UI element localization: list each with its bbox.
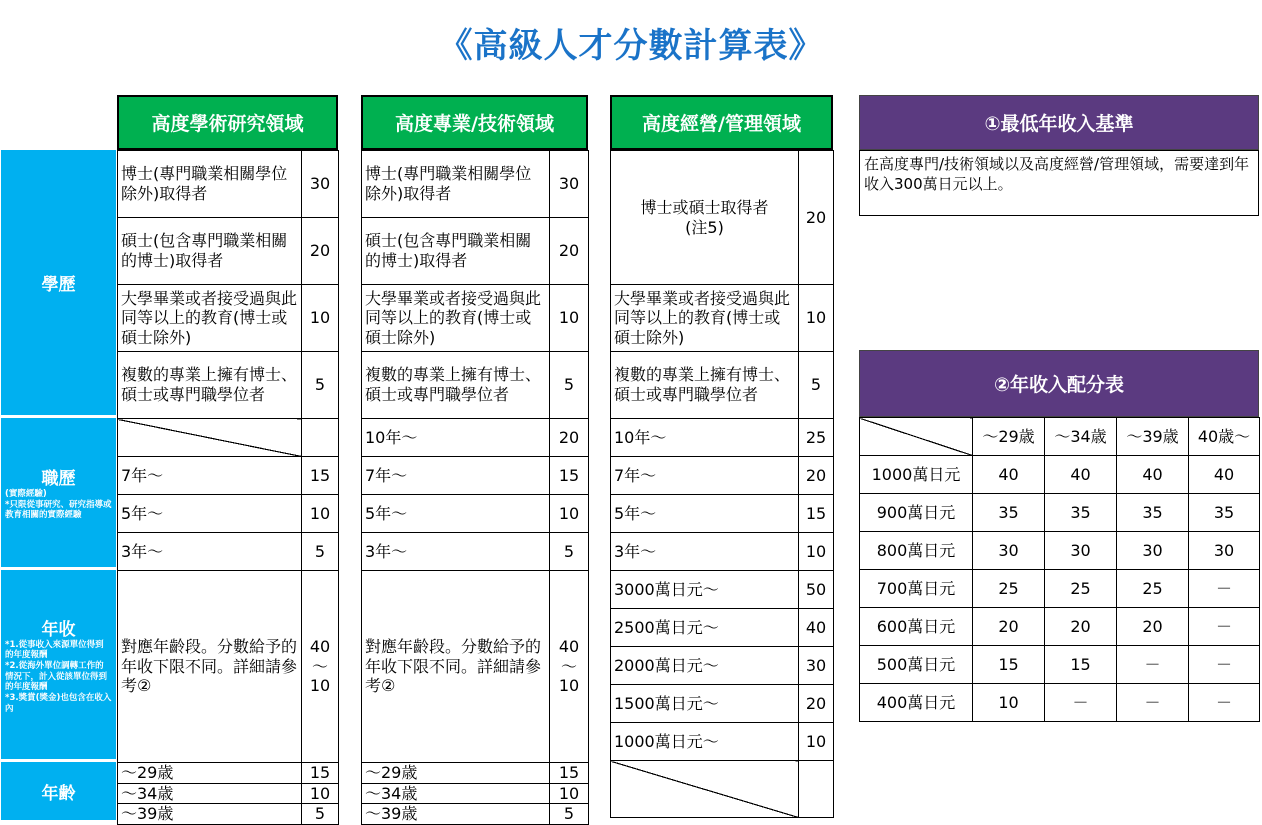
score-cell: 40 <box>973 456 1045 494</box>
table-row <box>611 571 834 609</box>
table-row <box>118 151 339 218</box>
table-row <box>860 494 1260 532</box>
table-row <box>362 571 589 763</box>
age-text: ～29歳 <box>118 763 302 784</box>
score-cell: － <box>1189 608 1260 646</box>
age-text: ～34歳 <box>362 783 550 804</box>
table-row <box>611 533 834 571</box>
edu-score: 10 <box>799 285 834 352</box>
income-score: 10 <box>799 723 834 761</box>
age-text: ～34歳 <box>118 783 302 804</box>
income-score-range: ～ <box>311 656 328 676</box>
income-score-min: 10 <box>558 676 580 696</box>
table-row <box>611 723 834 761</box>
score-cell: 35 <box>1045 494 1117 532</box>
income-text: 2500萬日元～ <box>611 609 799 647</box>
header-professional: 高度專業/技術領域 <box>361 95 588 150</box>
edu-text-note: (注5) <box>685 217 724 237</box>
edu-score: 30 <box>302 151 339 218</box>
category-career-note: (實際經驗) <box>5 489 47 500</box>
category-income-note: *3.獎賞(獎金)也包含在收入內 <box>5 692 112 714</box>
career-text: 3年～ <box>118 533 302 571</box>
career-text: 7年～ <box>118 457 302 495</box>
income-score-range: ～ <box>560 656 577 676</box>
score-cell: 15 <box>1045 646 1117 684</box>
header-management: 高度經營/管理領域 <box>610 95 833 150</box>
table-row <box>118 804 339 825</box>
edu-text: 博士(專門職業相關學位除外)取得者 <box>118 151 302 218</box>
score-cell: － <box>1189 646 1260 684</box>
age-score: 5 <box>550 804 589 825</box>
income-label: 800萬日元 <box>860 532 973 570</box>
empty-diagonal-cell <box>118 419 302 457</box>
career-score: 10 <box>302 495 339 533</box>
table-row <box>611 685 834 723</box>
career-score: 10 <box>799 533 834 571</box>
income-score: 40 <box>799 609 834 647</box>
edu-text: 大學畢業或者接受過與此同等以上的教育(博士或碩士除外) <box>118 285 302 352</box>
category-career-label: 職歷 <box>41 469 76 490</box>
edu-text <box>611 151 799 285</box>
score-cell: 20 <box>973 608 1045 646</box>
career-score: 20 <box>550 419 589 457</box>
table-row <box>362 151 589 218</box>
edu-score: 5 <box>799 352 834 419</box>
income-score <box>550 571 589 763</box>
score-cell: 35 <box>1189 494 1260 532</box>
header-income-table: ②年收入配分表 <box>859 350 1259 417</box>
score-cell: 30 <box>1189 532 1260 570</box>
career-score: 5 <box>302 533 339 571</box>
score-cell: 10 <box>973 684 1045 722</box>
career-score: 15 <box>799 495 834 533</box>
score-cell: － <box>1189 684 1260 722</box>
income-score-max: 40 <box>558 637 580 657</box>
score-cell: 20 <box>1045 608 1117 646</box>
career-text: 10年～ <box>362 419 550 457</box>
income-text: 1500萬日元～ <box>611 685 799 723</box>
score-cell: 20 <box>1117 608 1189 646</box>
score-cell: － <box>1117 684 1189 722</box>
category-education-label: 學歷 <box>41 275 76 295</box>
table-row <box>362 783 589 804</box>
header-academic: 高度學術研究領域 <box>117 95 338 150</box>
table-row <box>611 419 834 457</box>
score-cell: － <box>1189 570 1260 608</box>
empty-diagonal-cell <box>860 418 973 456</box>
edu-text: 複數的專業上擁有博士、碩士或專門職學位者 <box>611 352 799 419</box>
empty-cell <box>302 419 339 457</box>
category-age <box>1 762 116 820</box>
score-cell: 35 <box>973 494 1045 532</box>
table-row <box>118 419 339 457</box>
career-text: 3年～ <box>611 533 799 571</box>
score-cell: 15 <box>973 646 1045 684</box>
score-cell: 40 <box>1117 456 1189 494</box>
edu-score: 20 <box>550 218 589 285</box>
income-text: 2000萬日元～ <box>611 647 799 685</box>
income-label: 900萬日元 <box>860 494 973 532</box>
edu-text: 複數的專業上擁有博士、碩士或專門職學位者 <box>118 352 302 419</box>
category-income-note: *2.從海外單位調轉工作的情況下，計入從該單位得到的年度報酬 <box>5 661 108 693</box>
table-academic <box>117 150 339 825</box>
edu-text: 碩士(包含專門職業相關的博士)取得者 <box>118 218 302 285</box>
category-education <box>1 150 116 418</box>
income-text: 3000萬日元～ <box>611 571 799 609</box>
age-column-header: 40歳～ <box>1189 418 1260 456</box>
table-row <box>860 456 1260 494</box>
category-income-label: 年收 <box>41 619 76 640</box>
table-row <box>860 532 1260 570</box>
income-text: 1000萬日元～ <box>611 723 799 761</box>
edu-text: 大學畢業或者接受過與此同等以上的教育(博士或碩士除外) <box>362 285 550 352</box>
min-income-text: 在高度專門/技術領域以及高度經營/管理領域，需要達到年收入300萬日元以上。 <box>859 150 1259 216</box>
income-text: 對應年齡段。分數給予的年收下限不同。詳細請參考② <box>362 571 550 763</box>
age-score: 15 <box>302 763 339 784</box>
table-row <box>362 763 589 784</box>
category-career <box>1 418 116 570</box>
career-text: 7年～ <box>611 457 799 495</box>
table-row <box>362 495 589 533</box>
age-column-header: ～34歳 <box>1045 418 1117 456</box>
career-text: 5年～ <box>362 495 550 533</box>
income-label: 600萬日元 <box>860 608 973 646</box>
table-row <box>118 533 339 571</box>
empty-diagonal-cell <box>611 761 799 818</box>
age-score: 10 <box>550 783 589 804</box>
table-row <box>611 352 834 419</box>
table-row <box>362 457 589 495</box>
career-text: 5年～ <box>118 495 302 533</box>
age-column-header: ～29歳 <box>973 418 1045 456</box>
age-score: 5 <box>302 804 339 825</box>
table-row <box>362 352 589 419</box>
edu-score: 10 <box>302 285 339 352</box>
table-row <box>118 495 339 533</box>
income-distribution-table <box>859 417 1260 722</box>
table-row <box>118 571 339 763</box>
edu-text: 碩士(包含專門職業相關的博士)取得者 <box>362 218 550 285</box>
table-row <box>362 533 589 571</box>
age-score: 10 <box>302 783 339 804</box>
income-score: 50 <box>799 571 834 609</box>
category-age-label: 年齢 <box>41 783 76 804</box>
income-score: 30 <box>799 647 834 685</box>
edu-score: 20 <box>302 218 339 285</box>
table-row <box>611 761 834 818</box>
empty-cell <box>799 761 834 818</box>
category-career-note: *只限從事研究、研究指導或教育相關的實際經驗 <box>5 499 112 521</box>
career-score: 5 <box>550 533 589 571</box>
score-cell: 30 <box>1117 532 1189 570</box>
income-label: 500萬日元 <box>860 646 973 684</box>
header-min-income: ①最低年收入基準 <box>859 95 1259 150</box>
edu-score: 5 <box>550 352 589 419</box>
page-title: 《高級人才分數計算表》 <box>438 26 824 66</box>
income-label: 400萬日元 <box>860 684 973 722</box>
table-row <box>118 783 339 804</box>
table-row <box>860 646 1260 684</box>
age-text: ～29歳 <box>362 763 550 784</box>
age-score: 15 <box>550 763 589 784</box>
income-score: 20 <box>799 685 834 723</box>
career-text: 3年～ <box>362 533 550 571</box>
score-cell: 25 <box>1045 570 1117 608</box>
income-label: 700萬日元 <box>860 570 973 608</box>
edu-score: 30 <box>550 151 589 218</box>
table-row <box>118 352 339 419</box>
table-row <box>362 419 589 457</box>
career-text: 7年～ <box>362 457 550 495</box>
career-text: 10年～ <box>611 419 799 457</box>
age-text: ～39歳 <box>118 804 302 825</box>
edu-score: 10 <box>550 285 589 352</box>
table-header-row <box>860 418 1260 456</box>
score-cell: 40 <box>1189 456 1260 494</box>
score-cell: 35 <box>1117 494 1189 532</box>
income-text: 對應年齡段。分數給予的年收下限不同。詳細請參考② <box>118 571 302 763</box>
table-row <box>611 495 834 533</box>
table-row <box>118 285 339 352</box>
age-text: ～39歳 <box>362 804 550 825</box>
table-row <box>611 151 834 285</box>
age-column-header: ～39歳 <box>1117 418 1189 456</box>
score-cell: 25 <box>973 570 1045 608</box>
edu-text: 複數的專業上擁有博士、碩士或專門職學位者 <box>362 352 550 419</box>
table-row <box>611 647 834 685</box>
edu-text: 博士(專門職業相關學位除外)取得者 <box>362 151 550 218</box>
table-row <box>611 457 834 495</box>
category-income-note: *1.從事收入來源單位得到的年度報酬 <box>5 639 104 661</box>
edu-text-main: 博士或碩士取得者 <box>640 197 769 217</box>
career-score: 25 <box>799 419 834 457</box>
table-row <box>860 570 1260 608</box>
table-row <box>611 285 834 352</box>
score-cell: － <box>1045 684 1117 722</box>
table-row <box>362 218 589 285</box>
score-cell: 30 <box>1045 532 1117 570</box>
table-row <box>118 218 339 285</box>
table-row <box>611 609 834 647</box>
career-score: 20 <box>799 457 834 495</box>
table-management <box>610 150 834 818</box>
table-row <box>362 285 589 352</box>
score-cell: 30 <box>973 532 1045 570</box>
category-income <box>1 570 116 762</box>
income-label: 1000萬日元 <box>860 456 973 494</box>
career-score: 15 <box>302 457 339 495</box>
score-cell: 25 <box>1117 570 1189 608</box>
career-text: 5年～ <box>611 495 799 533</box>
table-professional <box>361 150 589 825</box>
career-score: 10 <box>550 495 589 533</box>
table-row <box>362 804 589 825</box>
edu-text: 大學畢業或者接受過與此同等以上的教育(博士或碩士除外) <box>611 285 799 352</box>
table-row <box>860 608 1260 646</box>
edu-score: 5 <box>302 352 339 419</box>
score-cell: 40 <box>1045 456 1117 494</box>
table-row <box>118 457 339 495</box>
income-score-min: 10 <box>309 676 331 696</box>
income-score <box>302 571 339 763</box>
edu-score: 20 <box>799 151 834 285</box>
score-cell: － <box>1117 646 1189 684</box>
career-score: 15 <box>550 457 589 495</box>
table-row <box>860 684 1260 722</box>
income-score-max: 40 <box>309 637 331 657</box>
table-row <box>118 763 339 784</box>
